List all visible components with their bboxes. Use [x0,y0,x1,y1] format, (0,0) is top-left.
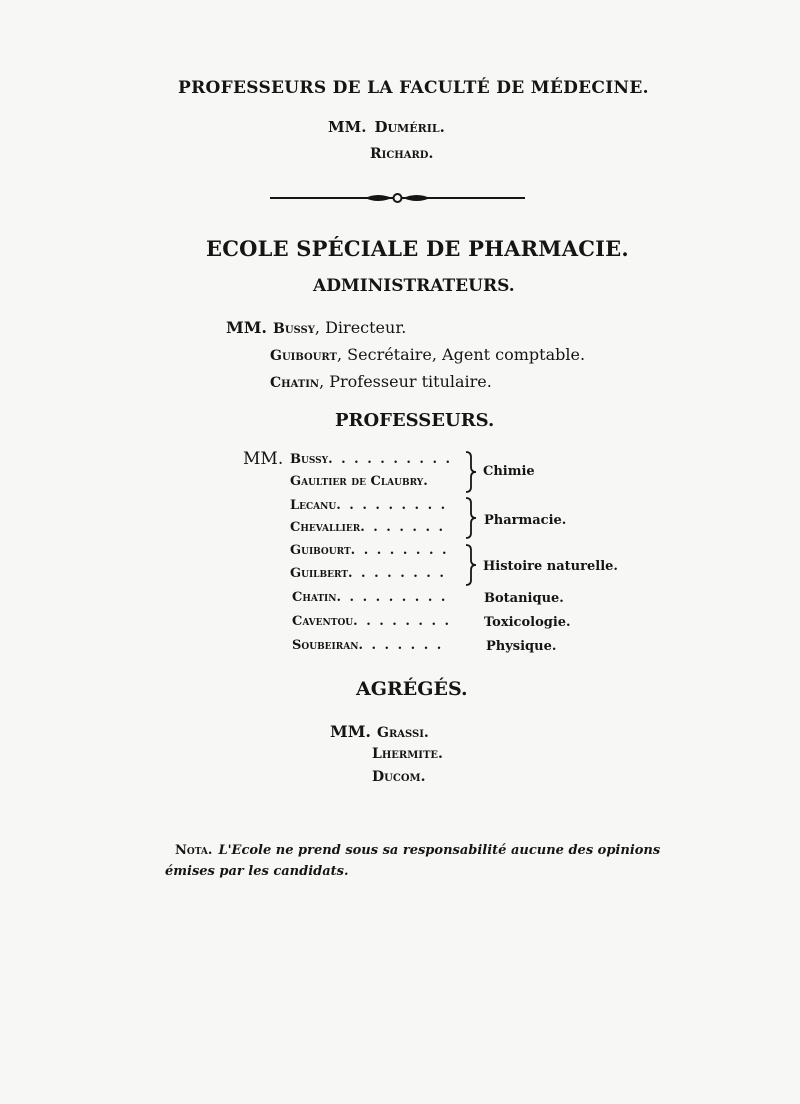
ecole-title: ECOLE SPÉCIALE DE PHARMACIE. [206,236,629,261]
professor-name: Bussy [290,452,329,467]
brace-histoire [464,544,478,586]
ornamental-divider [270,190,525,206]
administrator-row [270,372,492,391]
subject-label: Botanique. [484,591,564,606]
professor-name: Chevallier [290,520,361,535]
agrege-name: Lhermite. [372,746,443,762]
admin-role: , Professeur titulaire. [319,372,492,391]
professor-row [292,590,447,605]
admin-name: Chatin [270,375,320,391]
professor-name: Soubeiran [292,638,359,653]
brace-pharmacie [464,497,478,539]
leader-dots: . . . . . . . . . [336,498,448,513]
admin-name: Bussy [273,321,315,337]
professor-name: Caventou [292,614,354,629]
professor-row [290,543,449,558]
professor-name: Lecanu [290,498,337,513]
professor-name: Gaultier de Claubry. [290,474,428,489]
brace-chimie [464,451,478,493]
admin-role: , Directeur. [314,318,407,337]
faculty-heading: PROFESSEURS DE LA FACULTÉ DE MÉDECINE. [178,78,649,98]
nota-line-1 [175,843,660,858]
subject-label: Chimie [483,464,535,479]
professors-mm: MM. [243,449,284,469]
professor-row [292,638,443,653]
leader-dots: . . . . . . . . . [336,590,448,605]
leader-dots: . . . . . . . . . . [328,452,453,467]
leader-dots: . . . . . . . [358,638,444,653]
professor-row [290,452,452,467]
agreges-heading: AGRÉGÉS. [356,678,468,700]
professor-row [292,614,451,629]
leader-dots: . . . . . . . . [350,543,449,558]
administrator-row [270,345,585,364]
faculty-members-line-1 [328,118,445,136]
leader-dots: . . . . . . . . [353,614,452,629]
professor-name: Guilbert [290,566,348,581]
leader-dots: . . . . . . . [360,520,446,535]
professor-name: Guibourt [290,543,351,558]
agreges-mm: MM. [330,722,371,741]
nota-text: L'Ecole ne prend sous sa responsabilité aucune des opinions [218,843,661,858]
admin-mm: MM. [226,318,267,337]
faculty-mm: MM. [328,118,367,136]
professors-heading: PROFESSEURS. [335,410,495,431]
admin-name: Guibourt [270,348,337,364]
administrators-heading: ADMINISTRATEURS. [313,276,515,296]
agreges-line-1 [330,722,429,741]
nota-label: Nota. [175,843,213,858]
professor-name: Chatin [292,590,337,605]
professor-row [290,474,428,489]
subject-label: Histoire naturelle. [483,559,618,574]
professor-row [290,498,447,513]
administrator-row [226,318,406,337]
leader-dots: . . . . . . . . [347,566,446,581]
subject-label: Toxicologie. [484,615,571,630]
faculty-member: Richard. [370,146,434,162]
professor-row [290,520,445,535]
faculty-member: Duméril. [374,118,445,136]
admin-role: , Secrétaire, Agent comptable. [337,345,586,364]
agrege-name: Ducom. [372,769,426,785]
nota-line-2: émises par les candidats. [165,864,349,879]
professor-row [290,566,446,581]
subject-label: Physique. [486,639,557,654]
subject-label: Pharmacie. [484,513,567,528]
agrege-name: Grassi. [377,725,429,741]
